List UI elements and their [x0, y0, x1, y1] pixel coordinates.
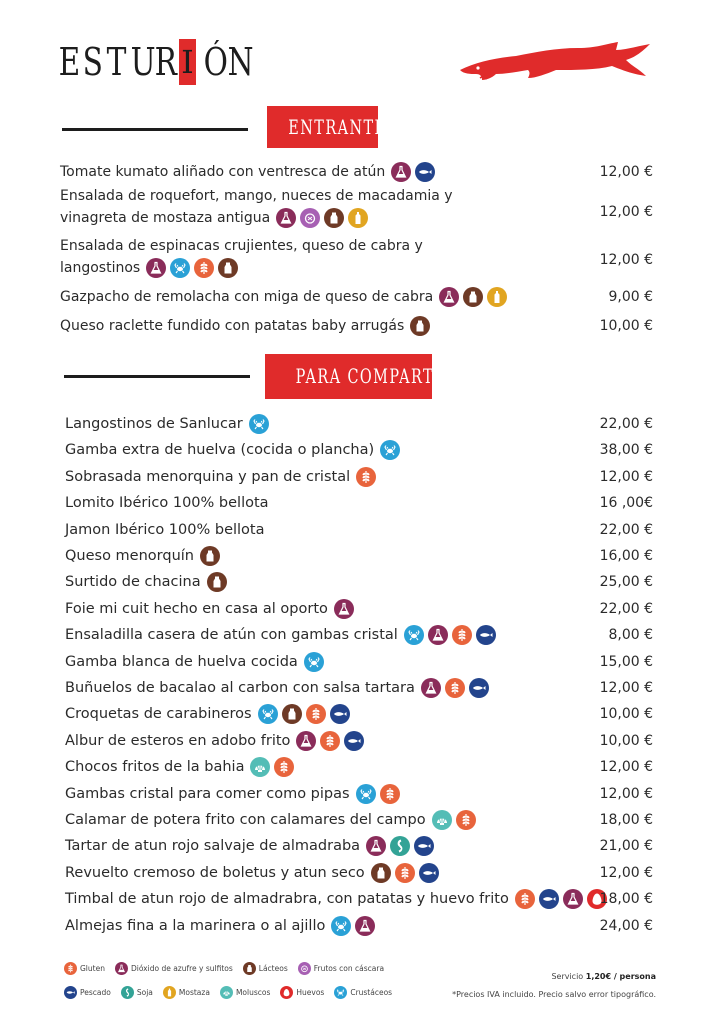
- crustaceos-allergen-icon: [356, 784, 376, 804]
- menu-item-price: 12,00 €: [599, 164, 653, 180]
- allergen-icons: [304, 652, 324, 672]
- lacteos-allergen-icon: [282, 704, 302, 724]
- allergen-icons: [421, 678, 489, 698]
- menu-item-name: [65, 861, 439, 885]
- logo-letter: R: [154, 40, 177, 84]
- crustaceos-allergen-icon: [331, 916, 351, 936]
- pescado-allergen-icon: [476, 625, 496, 645]
- frutos-allergen-icon: [298, 962, 311, 975]
- legend-label: Mostaza: [178, 988, 210, 997]
- sulfitos-allergen-icon: [355, 916, 375, 936]
- menu-item-name: [65, 782, 400, 806]
- section-divider: [62, 128, 248, 131]
- lacteos-allergen-icon: [200, 546, 220, 566]
- menu-item-name: [65, 412, 269, 436]
- mostaza-allergen-icon: [163, 986, 176, 999]
- logo-letter: U: [130, 40, 156, 84]
- allergen-icons: [356, 784, 400, 804]
- legend-entry: [280, 986, 324, 999]
- menu-item-name: [65, 702, 350, 726]
- menu-item-price: 21,00 €: [599, 838, 653, 855]
- menu-item-name-text: Queso menorquín: [65, 548, 194, 564]
- sulfitos-allergen-icon: [563, 889, 583, 909]
- menu-item-name: [65, 518, 265, 542]
- sulfitos-allergen-icon: [276, 208, 296, 228]
- legend-entry: [298, 962, 384, 975]
- legend-label: Pescado: [80, 988, 111, 997]
- crustaceos-allergen-icon: [170, 258, 190, 278]
- lacteos-allergen-icon: [371, 863, 391, 883]
- menu-item-name: [60, 160, 435, 184]
- sulfitos-allergen-icon: [146, 258, 166, 278]
- allergen-icons: [432, 810, 476, 830]
- menu-item-name: [65, 438, 400, 462]
- menu-item-name-text: Gazpacho de remolacha con miga de queso de cabra: [60, 289, 434, 305]
- restaurant-logo: [56, 38, 254, 86]
- menu-item-name-text: Ensalada de roquefort, mango, nueces de macadamia y: [60, 188, 453, 204]
- sulfitos-allergen-icon: [391, 162, 411, 182]
- menu-item-name-text: Almejas fina a la marinera o al ajillo: [65, 917, 326, 934]
- menu-item-price: 18,00 €: [599, 891, 653, 908]
- menu-item-price: 25,00 €: [599, 574, 653, 591]
- menu-item-price: 8,00 €: [608, 627, 653, 644]
- legend-entry: [64, 986, 111, 999]
- logo-letter: Ó: [203, 40, 228, 84]
- legend-label: Crustáceos: [350, 988, 393, 997]
- gluten-allergen-icon: [356, 467, 376, 487]
- menu-item-name-text: Lomito Ibérico 100% bellota: [65, 495, 269, 512]
- menu-item-price: 12,00 €: [599, 759, 653, 776]
- sulfitos-allergen-icon: [334, 599, 354, 619]
- lacteos-allergen-icon: [463, 287, 483, 307]
- sulfitos-allergen-icon: [421, 678, 441, 698]
- section-divider: [64, 375, 250, 378]
- sulfitos-allergen-icon: [296, 731, 316, 751]
- lacteos-allergen-icon: [207, 572, 227, 592]
- menu-item-price: 12,00 €: [599, 252, 653, 268]
- menu-item-price: 12,00 €: [599, 864, 653, 881]
- allergen-icons: [371, 863, 439, 883]
- menu-item-name-line2: [60, 256, 238, 280]
- pescado-allergen-icon: [330, 704, 350, 724]
- sulfitos-allergen-icon: [439, 287, 459, 307]
- crustaceos-allergen-icon: [258, 704, 278, 724]
- allergen-icons: [250, 757, 294, 777]
- menu-item-name-text: Buñuelos de bacalao al carbon con salsa tartara: [65, 680, 415, 696]
- menu-item-name: [65, 650, 324, 674]
- legend-label: Huevos: [296, 988, 325, 997]
- gluten-allergen-icon: [395, 863, 415, 883]
- allergen-icons: [515, 889, 607, 909]
- pescado-allergen-icon: [64, 986, 77, 999]
- menu-item-name-text: Gambas cristal para comer como pipas: [65, 785, 350, 802]
- logo-letter: E: [58, 40, 81, 84]
- crustaceos-allergen-icon: [404, 625, 424, 645]
- menu-item-price: 38,00 €: [599, 442, 653, 459]
- legend-label: Gluten: [80, 964, 105, 973]
- allergen-icons: [331, 916, 375, 936]
- sulfitos-allergen-icon: [428, 625, 448, 645]
- allergen-icons: [207, 572, 227, 592]
- menu-item-price: 15,00 €: [599, 653, 653, 670]
- menu-item-name: [60, 314, 430, 338]
- menu-item-price: 12,00 €: [599, 468, 653, 485]
- section-title-para-compartir: PARA COMPARTIR: [265, 354, 432, 399]
- legend-label: Soja: [136, 988, 153, 997]
- allergen-icons: [296, 731, 364, 751]
- pescado-allergen-icon: [469, 678, 489, 698]
- menu-item-price: 16 ,00€: [599, 495, 653, 512]
- gluten-allergen-icon: [445, 678, 465, 698]
- mostaza-allergen-icon: [348, 208, 368, 228]
- legend-entry: [121, 986, 153, 999]
- crustaceos-allergen-icon: [334, 986, 347, 999]
- crustaceos-allergen-icon: [304, 652, 324, 672]
- menu-item-name: [65, 887, 607, 911]
- menu-item-name-text: Surtido de chacina: [65, 574, 201, 591]
- allergen-icons: [146, 258, 238, 278]
- menu-item-price: 10,00 €: [599, 318, 653, 334]
- menu-item-name-text: Timbal de atun rojo de almadrabra, con patatas y huevo frito: [65, 891, 509, 908]
- allergen-icons: [439, 287, 507, 307]
- allergen-icons: [366, 836, 434, 856]
- legend-entry: [115, 962, 233, 975]
- menu-item-price: 12,00 €: [599, 785, 653, 802]
- menu-item-name: [65, 491, 269, 515]
- menu-item-name: [65, 729, 364, 753]
- menu-item-name: [60, 184, 453, 208]
- menu-item-name: [60, 234, 423, 258]
- allergen-icons: [334, 599, 354, 619]
- menu-item-price: 22,00 €: [599, 521, 653, 538]
- logo-letter-highlight: I: [179, 39, 196, 85]
- pescado-allergen-icon: [415, 162, 435, 182]
- menu-item-price: 18,00 €: [599, 812, 653, 828]
- logo-letter: N: [227, 40, 254, 84]
- menu-item-name-text: Gamba extra de huelva (cocida o plancha): [65, 442, 375, 459]
- allergen-icons: [276, 208, 368, 228]
- gluten-allergen-icon: [194, 258, 214, 278]
- allergen-icons: [380, 440, 400, 460]
- menu-item-name-text: Revuelto cremoso de boletus y atun seco: [65, 864, 365, 881]
- legend-label: Moluscos: [235, 988, 271, 997]
- menu-item-name-text: Croquetas de carabineros: [65, 706, 252, 723]
- allergen-icons: [249, 414, 269, 434]
- allergen-legend-row-2: [64, 986, 398, 999]
- frutos-allergen-icon: [300, 208, 320, 228]
- allergen-icons: [200, 546, 220, 566]
- menu-item-price: 9,00 €: [608, 289, 653, 305]
- legend-entry: [243, 962, 288, 975]
- gluten-allergen-icon: [456, 810, 476, 830]
- soja-allergen-icon: [121, 986, 134, 999]
- sulfitos-allergen-icon: [115, 962, 128, 975]
- menu-item-name-text: Albur de esteros en adobo frito: [65, 732, 291, 749]
- menu-item-name-text: Ensalada de espinacas crujientes, queso de cabra y: [60, 238, 423, 254]
- allergen-legend-row-1: [64, 962, 390, 975]
- price-disclaimer: *Precios IVA incluido. Precio salvo error tipográfico.: [452, 990, 656, 999]
- menu-item-price: 12,00 €: [599, 204, 653, 220]
- menu-item-name-text: langostinos: [60, 260, 141, 276]
- legend-entry: [220, 986, 270, 999]
- menu-item-price: 10,00 €: [599, 706, 653, 723]
- menu-item-price: 24,00 €: [599, 917, 653, 934]
- menu-item-name: [65, 755, 294, 779]
- menu-item-name: [65, 597, 354, 621]
- mostaza-allergen-icon: [487, 287, 507, 307]
- gluten-allergen-icon: [452, 625, 472, 645]
- menu-item-price: 12,00 €: [599, 680, 653, 696]
- allergen-icons: [356, 467, 376, 487]
- menu-item-name: [65, 808, 476, 832]
- allergen-icons: [404, 625, 496, 645]
- menu-item-price: 22,00 €: [599, 600, 653, 617]
- menu-item-name-text: Sobrasada menorquina y pan de cristal: [65, 468, 351, 485]
- legend-label: Frutos con cáscara: [313, 964, 385, 973]
- crustaceos-allergen-icon: [249, 414, 269, 434]
- allergen-icons: [391, 162, 435, 182]
- menu-item-name-text: Queso raclette fundido con patatas baby arrugás: [60, 318, 405, 334]
- gluten-allergen-icon: [64, 962, 77, 975]
- menu-item-price: 22,00 €: [599, 416, 653, 432]
- menu-item-name-text: Tartar de atun rojo salvaje de almadraba: [65, 838, 361, 855]
- sulfitos-allergen-icon: [366, 836, 386, 856]
- gluten-allergen-icon: [306, 704, 326, 724]
- gluten-allergen-icon: [515, 889, 535, 909]
- menu-item-name: [60, 285, 507, 309]
- menu-item-name-text: Jamon Ibérico 100% bellota: [65, 521, 265, 538]
- menu-item-name: [65, 465, 376, 489]
- section-title-entrantes: ENTRANTES: [267, 106, 378, 148]
- pescado-allergen-icon: [419, 863, 439, 883]
- menu-item-name-text: Ensaladilla casera de atún con gambas cristal: [65, 627, 398, 644]
- allergen-icons: [258, 704, 350, 724]
- lacteos-allergen-icon: [410, 316, 430, 336]
- menu-item-name-text: Chocos fritos de la bahia: [65, 759, 245, 776]
- allergen-icons: [410, 316, 430, 336]
- logo-letter: S: [82, 40, 103, 84]
- legend-entry: [163, 986, 210, 999]
- lacteos-allergen-icon: [324, 208, 344, 228]
- pescado-allergen-icon: [539, 889, 559, 909]
- sturgeon-fish-icon: [456, 40, 652, 80]
- menu-item-name-text: Calamar de potera frito con calamares del campo: [65, 812, 426, 828]
- menu-item-name: [65, 544, 220, 568]
- menu-item-name-text: vinagreta de mostaza antigua: [60, 210, 271, 226]
- moluscos-allergen-icon: [432, 810, 452, 830]
- moluscos-allergen-icon: [220, 986, 233, 999]
- lacteos-allergen-icon: [243, 962, 256, 975]
- menu-item-name-text: Tomate kumato aliñado con ventresca de atún: [60, 164, 386, 180]
- menu-item-name: [65, 914, 375, 938]
- menu-item-name: [65, 834, 434, 858]
- lacteos-allergen-icon: [218, 258, 238, 278]
- menu-item-name-text: Gamba blanca de huelva cocida: [65, 653, 298, 670]
- menu-item-name-text: Foie mi cuit hecho en casa al oporto: [65, 600, 328, 617]
- huevos-allergen-icon: [280, 986, 293, 999]
- menu-item-name: [65, 676, 489, 700]
- legend-label: Dióxido de azufre y sulfitos: [130, 964, 233, 973]
- pescado-allergen-icon: [414, 836, 434, 856]
- menu-item-name: [65, 570, 227, 594]
- menu-item-price: 10,00 €: [599, 732, 653, 749]
- menu-item-name-text: Langostinos de Sanlucar: [65, 416, 243, 432]
- menu-item-price: 16,00 €: [599, 548, 653, 564]
- service-charge: Servicio 1,20€ / persona: [551, 972, 656, 981]
- crustaceos-allergen-icon: [380, 440, 400, 460]
- menu-item-name-line2: [60, 206, 368, 230]
- gluten-allergen-icon: [320, 731, 340, 751]
- gluten-allergen-icon: [274, 757, 294, 777]
- legend-entry: [334, 986, 392, 999]
- logo-letter: T: [106, 40, 127, 84]
- moluscos-allergen-icon: [250, 757, 270, 777]
- soja-allergen-icon: [390, 836, 410, 856]
- legend-label: Lácteos: [258, 964, 288, 973]
- menu-item-name: [65, 623, 496, 647]
- pescado-allergen-icon: [344, 731, 364, 751]
- gluten-allergen-icon: [380, 784, 400, 804]
- legend-entry: [64, 962, 105, 975]
